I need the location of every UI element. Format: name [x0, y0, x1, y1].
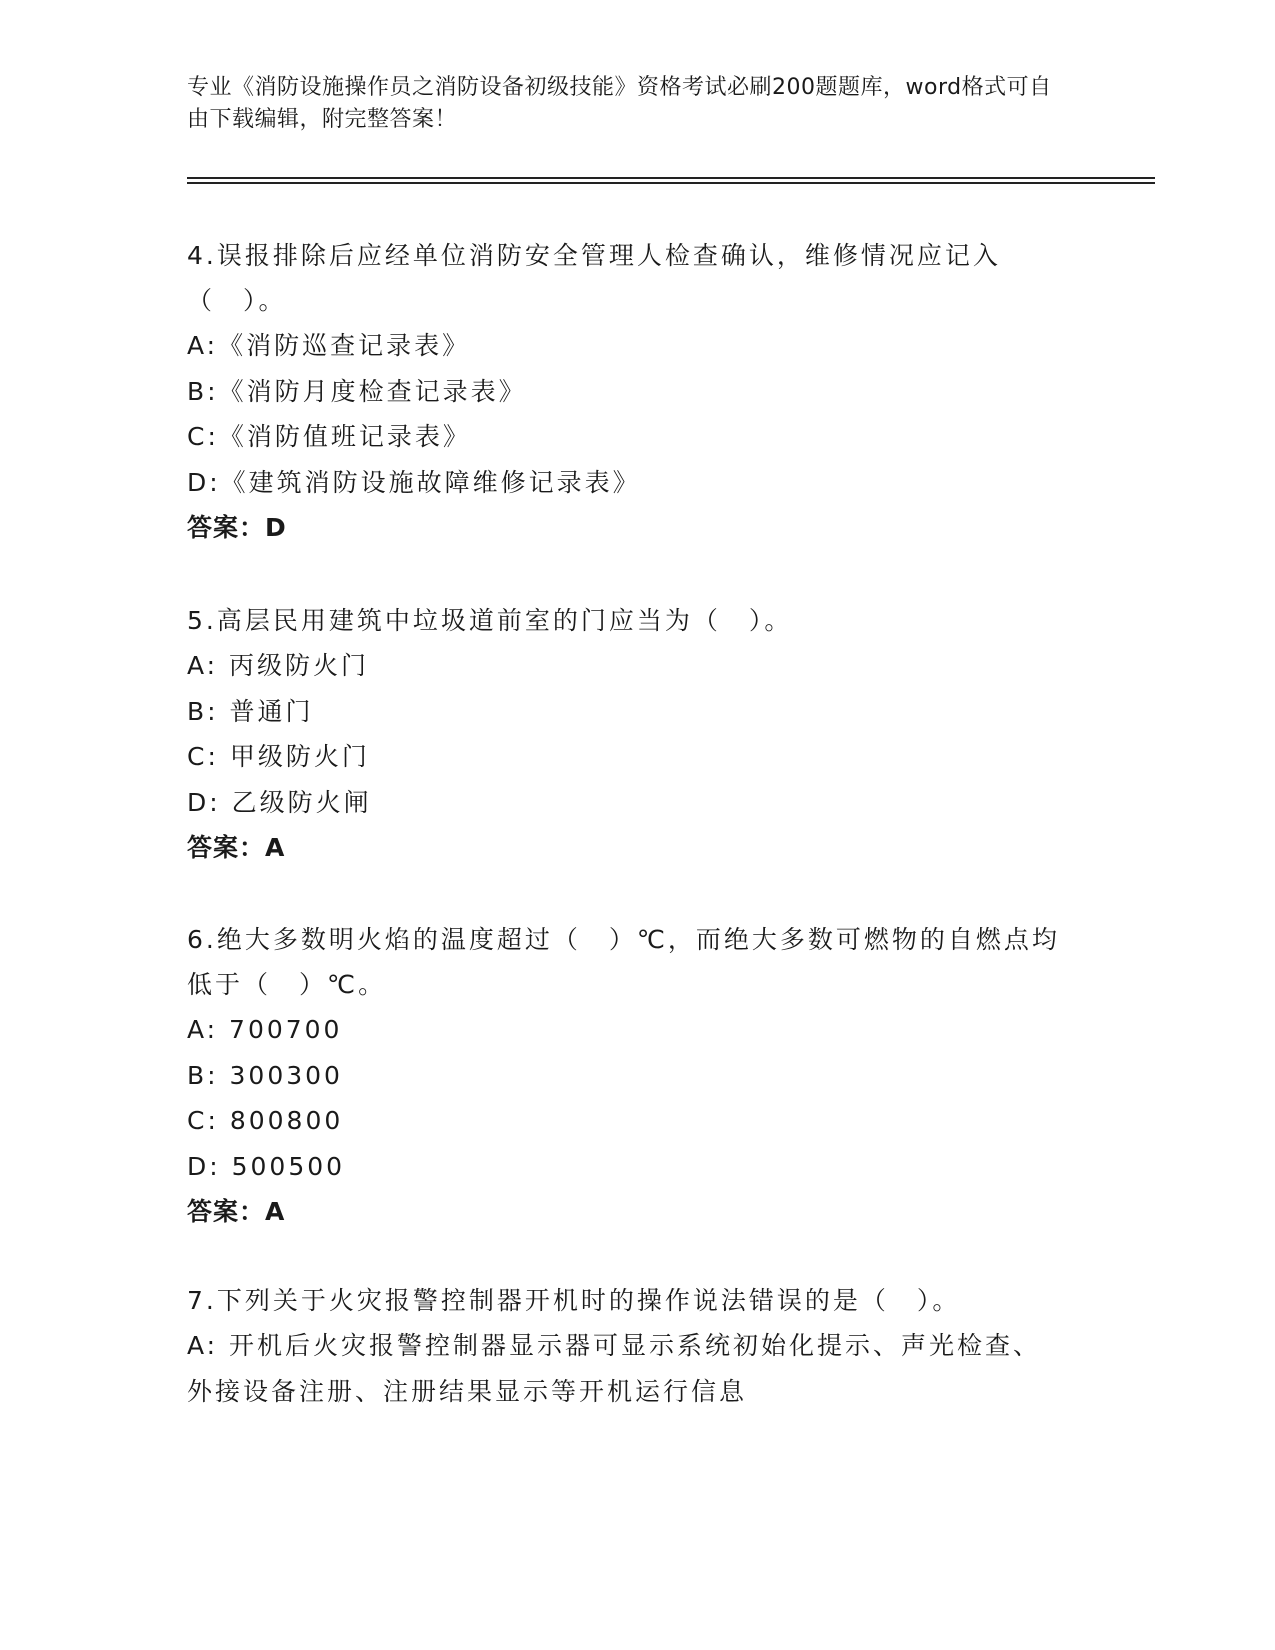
option-d: D: 500500 [187, 1151, 346, 1181]
option-a: A: 700700 [187, 1015, 343, 1044]
option-c: C: 800800 [187, 1106, 344, 1135]
header-divider-bottom [187, 182, 1155, 184]
option-d: D: 乙级防火闸 [187, 787, 372, 817]
question-5 [187, 598, 1067, 871]
option-a: A:《消防巡查记录表》 [187, 331, 471, 360]
answer-line: 答案：A [187, 833, 286, 862]
question-7 [187, 1278, 1067, 1414]
option-c: C:《消防值班记录表》 [187, 422, 471, 451]
option-b: B: 300300 [187, 1060, 343, 1090]
question-stem: 5.高层民用建筑中垃圾道前室的门应当为（ ）。 [187, 606, 793, 635]
answer-line: 答案：A [187, 1197, 286, 1226]
option-d: D:《建筑消防设施故障维修记录表》 [187, 467, 641, 497]
question-4 [187, 233, 1067, 551]
option-b: B: 普通门 [187, 696, 314, 726]
question-stem: 7.下列关于火灾报警控制器开机时的操作说法错误的是（ ）。 [187, 1286, 961, 1315]
question-stem: 6.绝大多数明火焰的温度超过（ ）℃，而绝大多数可燃物的自燃点均低于（ ）℃。 [187, 925, 1060, 999]
header-divider-top [187, 177, 1155, 179]
answer-line: 答案：D [187, 513, 287, 542]
option-a: A: 丙级防火门 [187, 651, 370, 680]
question-stem: 4.误报排除后应经单位消防安全管理人检查确认，维修情况应记入（ ）。 [187, 241, 1001, 315]
option-c: C: 甲级防火门 [187, 742, 370, 771]
option-a: A: 开机后火灾报警控制器显示器可显示系统初始化提示、声光检查、外接设备注册、注册结果显示等开机运行信息 [187, 1331, 1042, 1406]
document-header-title: 专业《消防设施操作员之消防设备初级技能》资格考试必刷200题题库，word格式可自由下载编辑，附完整答案！ [187, 75, 1052, 132]
question-6 [187, 917, 1067, 1235]
option-b: B:《消防月度检查记录表》 [187, 376, 527, 406]
